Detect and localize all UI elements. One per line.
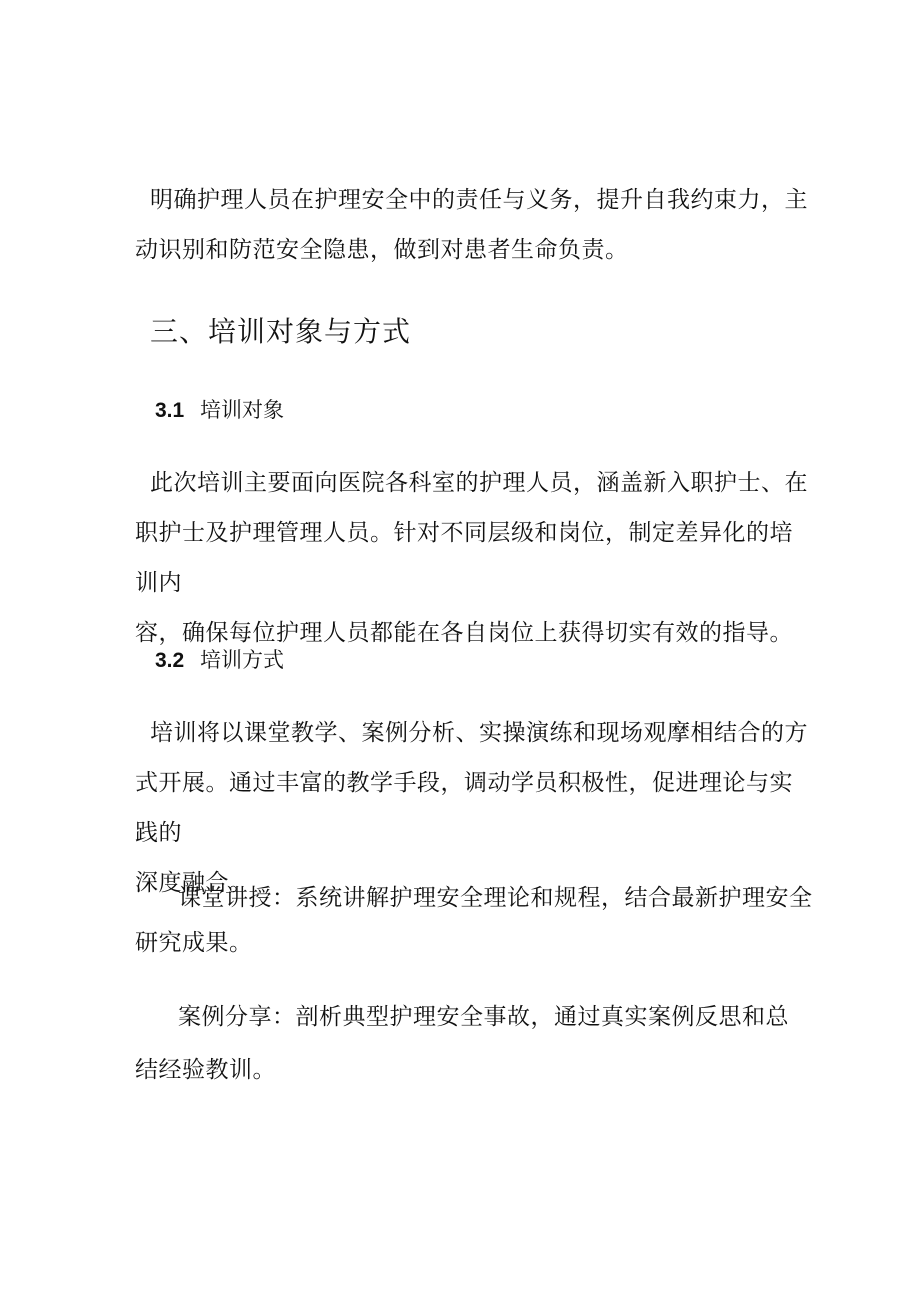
- bullet-line: 课堂讲授：系统讲解护理安全理论和规程，结合最新护理安全: [178, 885, 813, 911]
- subsection-title: 培训对象: [200, 398, 284, 422]
- subsection-title: 培训方式: [200, 648, 284, 672]
- subsection-heading-3-2: [155, 645, 284, 676]
- bullet-classroom-lecture: [178, 873, 813, 923]
- paragraph-training-target: [135, 458, 815, 658]
- bullet-line: 研究成果。: [135, 930, 253, 956]
- subsection-number: 3.1: [155, 399, 185, 422]
- paragraph-line: 明确护理人员在护理安全中的责任与义务，提升自我约束力，主: [150, 187, 808, 213]
- bullet-line: 案例分享：剖析典型护理安全事故，通过真实案例反思和总: [178, 1004, 789, 1030]
- subsection-number: 3.2: [155, 649, 185, 672]
- paragraph-responsibility: [135, 175, 815, 275]
- paragraph-line: 培训将以课堂教学、案例分析、实操演练和现场观摩相结合的方: [150, 720, 808, 746]
- paragraph-line: 深度融合。: [135, 870, 253, 896]
- paragraph-line: 式开展。通过丰富的教学手段，调动学员积极性，促进理论与实践的: [135, 770, 793, 846]
- bullet-case-sharing-continued: [135, 1045, 276, 1095]
- paragraph-line: 容，确保每位护理人员都能在各自岗位上获得切实有效的指导。: [135, 620, 793, 646]
- bullet-classroom-lecture-continued: [135, 918, 253, 968]
- subsection-heading-3-1: [155, 395, 284, 426]
- paragraph-line: 动识别和防范安全隐患，做到对患者生命负责。: [135, 237, 629, 263]
- section-heading-3: 三、培训对象与方式: [150, 315, 412, 348]
- paragraph-line: 职护士及护理管理人员。针对不同层级和岗位，制定差异化的培训内: [135, 520, 793, 596]
- paragraph-line: 此次培训主要面向医院各科室的护理人员，涵盖新入职护士、在: [150, 470, 808, 496]
- bullet-line: 结经验教训。: [135, 1057, 276, 1083]
- bullet-case-sharing: [178, 992, 789, 1042]
